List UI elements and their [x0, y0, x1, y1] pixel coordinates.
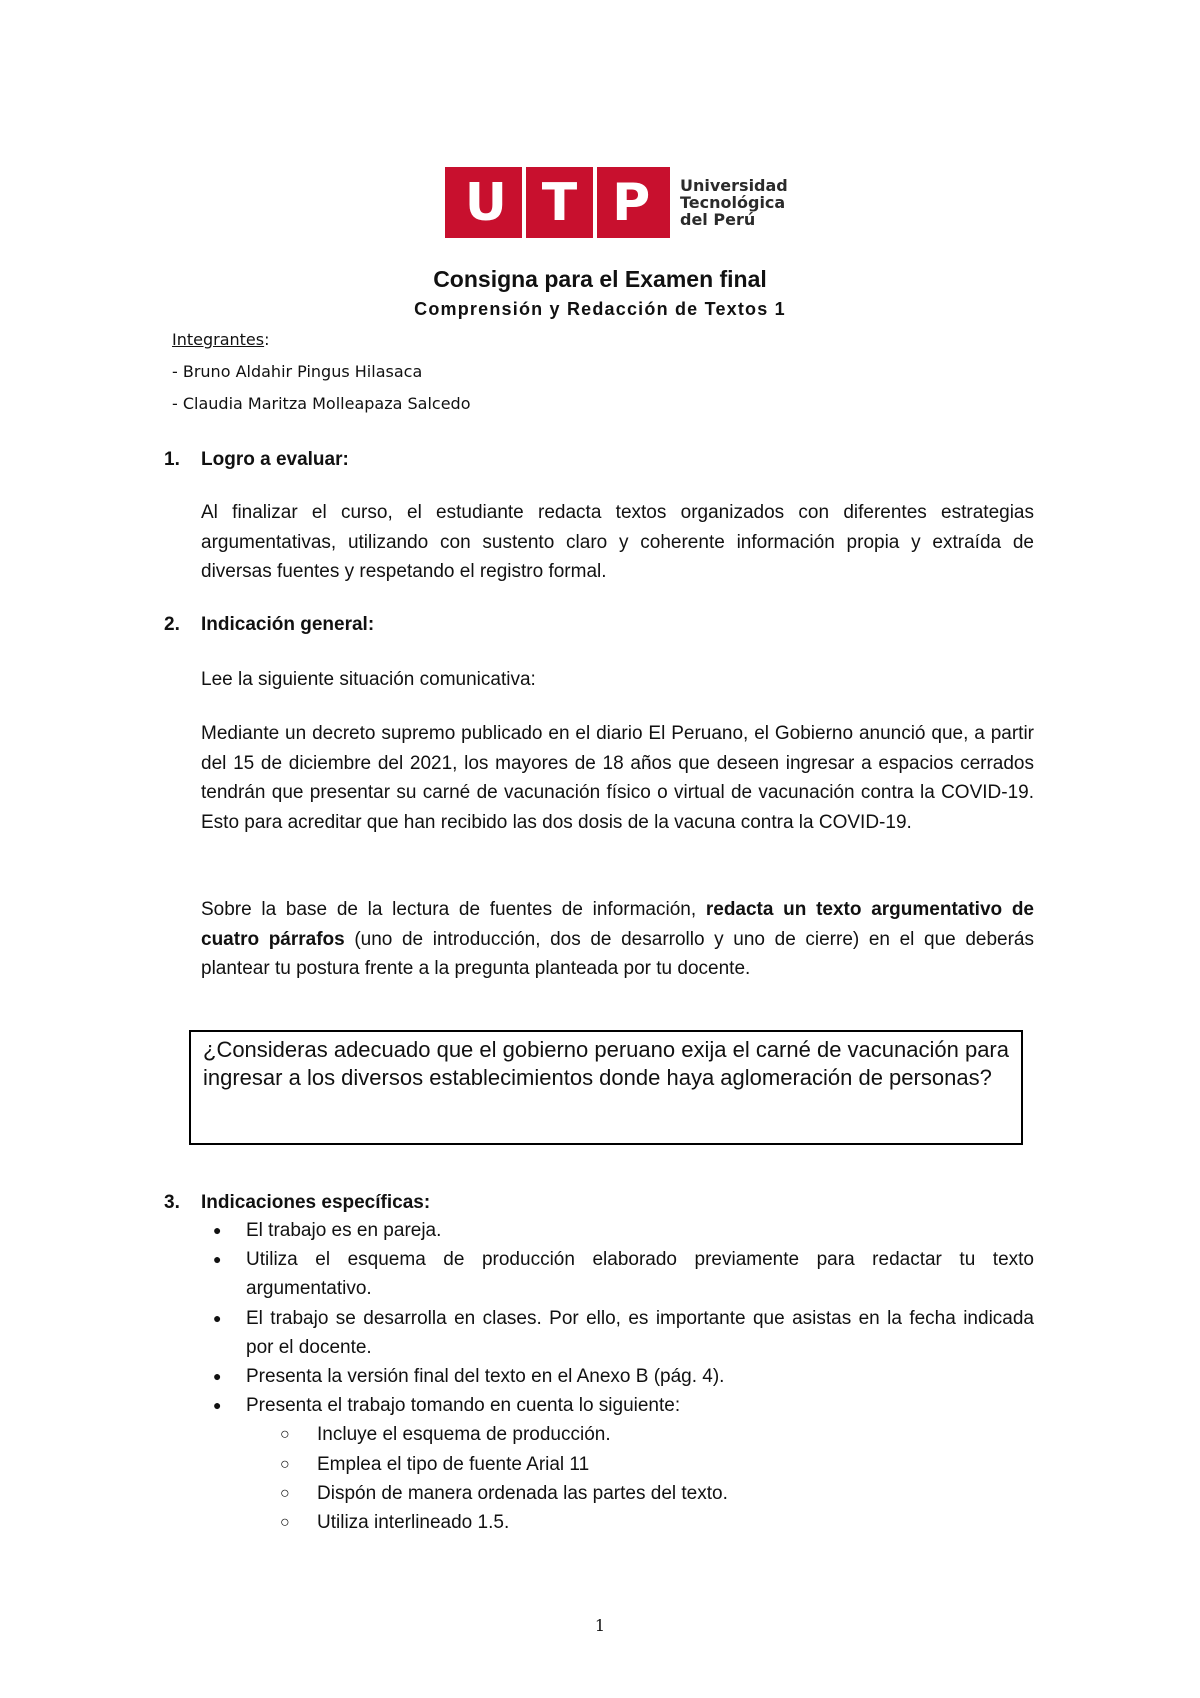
circle-bullet-icon: ○: [280, 1426, 290, 1444]
list-item-text: Presenta el trabajo tomando en cuenta lo siguiente:: [246, 1395, 681, 1417]
list-item: [201, 1216, 1034, 1245]
members-heading: Integrantes: [172, 330, 265, 349]
list-item-text: El trabajo es en pareja.: [246, 1220, 442, 1241]
list-item: [201, 1391, 1034, 1420]
sub-list-item-text: Utiliza interlineado 1.5.: [317, 1512, 510, 1534]
section-2-task: [201, 895, 1034, 984]
question-text: ¿Consideras adecuado que el gobierno peruano exija el carné de vacunación para ingresar a los diversos establecimientos donde haya aglomeración de personas?: [203, 1037, 1009, 1090]
paragraph: [201, 895, 1034, 984]
sub-list-item-text: Dispón de manera ordenada las partes del texto.: [317, 1482, 728, 1504]
circle-bullet-icon: ○: [280, 1455, 290, 1473]
list-item: [201, 1245, 1034, 1303]
section-title: Indicación general:: [201, 614, 375, 635]
document-subtitle: Comprensión y Redacción de Textos 1: [414, 299, 786, 319]
circle-bullet-icon: ○: [280, 1484, 290, 1502]
bullet-icon: ●: [213, 1251, 222, 1268]
logo-text-line: Tecnológica: [680, 193, 786, 212]
sub-list-item: [201, 1479, 1034, 1508]
task-text: Sobre la base de la lectura de fuentes de información,: [201, 899, 706, 920]
section-number: 1.: [164, 449, 180, 470]
utp-logo: [445, 167, 788, 238]
section-number: 2.: [164, 614, 180, 635]
logo-letter-p: P: [612, 172, 651, 233]
section-number: 3.: [164, 1192, 180, 1213]
section-2-heading: [164, 614, 374, 636]
bullet-icon: ●: [213, 1368, 222, 1385]
list-item-text: Presenta la versión final del texto en el Anexo B (pág. 4).: [246, 1366, 725, 1388]
list-item: [201, 1362, 1034, 1391]
sub-list-item: [201, 1420, 1034, 1449]
member-name: - Bruno Aldahir Pingus Hilasaca: [172, 362, 423, 381]
logo-separator: [593, 167, 597, 238]
page-number: 1: [594, 1616, 606, 1635]
logo-separator: [522, 167, 526, 238]
section-2-situation: [201, 719, 1034, 837]
sub-list-item-text: Incluye el esquema de producción.: [317, 1424, 611, 1446]
task-emphasis: redacta un texto argumentativo de cuatro párrafos: [201, 899, 1034, 950]
list-item-text: El trabajo se desarrolla en clases. Por ello, es importante que asistas en la fecha indicada por el docente.: [246, 1307, 1034, 1358]
bullet-icon: ●: [213, 1222, 222, 1238]
section-2-intro: [201, 665, 1034, 695]
circle-bullet-icon: ○: [280, 1514, 290, 1532]
bullet-icon: ●: [213, 1397, 222, 1414]
paragraph: Mediante un decreto supremo publicado en el diario El Peruano, el Gobierno anunció que, a partir del 15 de diciembre del 2021, los mayores de 18 años que deseen ingresar a espacios cerrados tendrán que presentar su carné de vacunación físico o virtual de vacunación contra la COVID-19. Esto para acreditar que han recibido las dos dosis de la vacuna contra la COVID-19.: [201, 723, 1034, 833]
member-name: - Claudia Maritza Molleapaza Salcedo: [172, 394, 471, 413]
document-title: Consigna para el Examen final: [433, 266, 767, 292]
sub-list-item: [201, 1508, 1034, 1537]
section-title: Indicaciones específicas:: [201, 1192, 431, 1213]
logo-letter-u: U: [464, 172, 507, 233]
utp-logo-block: [445, 167, 670, 238]
question-box: [189, 1030, 1023, 1145]
logo-letter-t: T: [541, 172, 578, 233]
list-item: [201, 1304, 1034, 1362]
members-block: [172, 324, 470, 420]
section-3-heading: [164, 1192, 430, 1214]
section-1-text: [201, 498, 1034, 587]
specific-instructions-list: [201, 1216, 1034, 1537]
logo-university-name: [680, 177, 788, 228]
sub-list-item: [201, 1450, 1034, 1479]
logo-text-line: del Perú: [680, 210, 756, 229]
members-heading-line: [172, 324, 470, 356]
bullet-icon: ●: [213, 1309, 222, 1326]
logo-text-line: Universidad: [680, 176, 788, 195]
section-1-heading: [164, 449, 349, 471]
section-title: Logro a evaluar:: [201, 449, 349, 470]
sub-list-item-text: Emplea el tipo de fuente Arial 11: [317, 1453, 590, 1475]
members-heading-colon: :: [264, 330, 270, 349]
list-item-text: Utiliza el esquema de producción elaborado previamente para redactar tu texto argumentativo.: [246, 1249, 1034, 1300]
paragraph: Al finalizar el curso, el estudiante redacta textos organizados con diferentes estrategias argumentativas, utilizando con sustento claro y coherente información propia y extraída de diversas fuentes y respetando el registro formal.: [201, 502, 1034, 582]
paragraph: Lee la siguiente situación comunicativa:: [201, 669, 536, 690]
task-text: (uno de introducción, dos de desarrollo y uno de cierre) en el que deberás plantear tu postura frente a la pregunta planteada por tu docente.: [201, 928, 1034, 979]
